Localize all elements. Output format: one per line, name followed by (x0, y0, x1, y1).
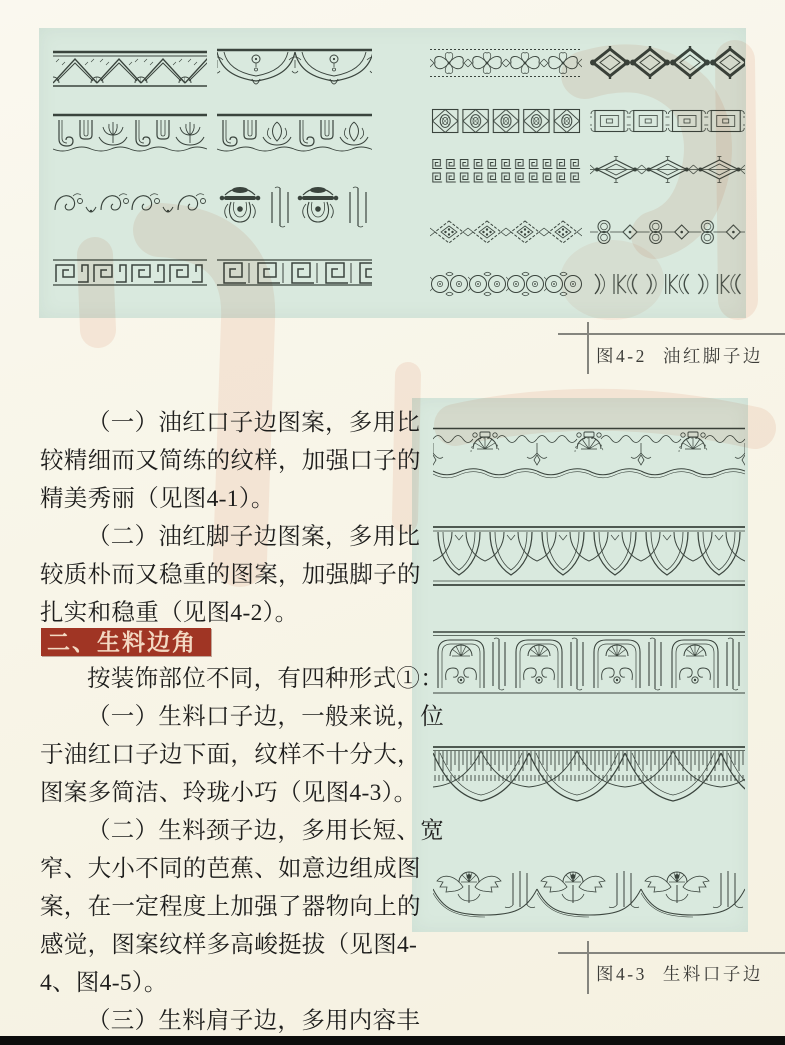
meander-spiral-band (217, 258, 372, 287)
body-line: 于油红口子边下面，纹样不十分大， (40, 742, 421, 768)
circle-chain-band (590, 217, 745, 247)
hook-scroll-flower-band (53, 113, 207, 153)
body-line: 扎实和稳重（见图4-2）。 (40, 600, 299, 626)
body-line: 案，在一定程度上加强了器物向上的 (40, 894, 421, 920)
bold-floral-finial-band (217, 183, 372, 228)
caption-rule-vertical (587, 941, 589, 994)
body-line: 窄、大小不同的芭蕉、如意边组成图 (40, 856, 421, 882)
meander-key-band (53, 258, 207, 287)
caption-rule-vertical (587, 322, 589, 374)
body-line: （二）油红脚子边图案，多用比 (87, 524, 421, 550)
body-line: 感觉，图案纹样多高峻挺拔（见图4- (40, 932, 418, 958)
figure-4-3-panel (412, 398, 748, 932)
body-line: 图案多简洁、玲珑小巧（见图4-3）。 (40, 780, 418, 806)
floral-sprig-band (433, 865, 745, 918)
pointed-petal-band (433, 525, 745, 587)
caption-rule-horizontal (558, 333, 785, 335)
body-line: （三）生料肩子边，多用内容丰 (87, 1008, 421, 1034)
section-header: 二、生料边角 (41, 628, 211, 656)
body-line: 精美秀丽（见图4-1）。 (40, 486, 275, 512)
body-line: （一）油红口子边图案，多用比 (87, 410, 421, 436)
body-line: 按装饰部位不同，有四种形式①： (87, 666, 444, 692)
double-spiral-row-band (430, 157, 582, 184)
scan-edge-bar (0, 1036, 785, 1045)
body-line: 较精细而又简练的纹样，加强口子的 (40, 448, 421, 474)
volute-fan-arch-band (433, 630, 745, 695)
body-line: （一）生料口子边，一般来说，位 (87, 704, 444, 730)
square-diamond-oval-band (430, 107, 582, 135)
dark-diamond-band (590, 46, 745, 79)
bracket-glyph-band (590, 271, 745, 297)
square-corner-curl-band (590, 107, 745, 135)
arch-pendant-band (217, 48, 372, 90)
body-line: 较质朴而又稳重的图案，加强脚子的 (40, 562, 421, 588)
figure-4-2-number: 图4-2 (596, 346, 647, 366)
zigzag-triangle-band (53, 50, 207, 88)
figure-4-3-number: 图4-3 (596, 964, 647, 984)
hook-scroll-leaf-band (217, 113, 372, 153)
diamond-lattice-dot-band (430, 218, 582, 246)
floral-cross-band (430, 48, 582, 78)
fringe-scallop-band (433, 745, 745, 807)
lace-rosette-band (433, 427, 745, 481)
figure-4-2-caption (596, 343, 763, 368)
cloud-scroll-band (53, 186, 207, 222)
figure-4-3-title: 生料口子边 (662, 964, 763, 984)
body-line: （二）生料颈子边，多用长短、宽 (87, 818, 444, 844)
figure-4-3-caption (596, 961, 763, 986)
figure-4-2-panel (39, 28, 746, 318)
figure-4-2-title: 油红脚子边 (662, 346, 763, 366)
body-text-column (40, 404, 444, 1040)
body-line: 4、图4-5）。 (40, 970, 168, 996)
linked-circle-leaf-band (430, 270, 582, 298)
caption-rule-horizontal (558, 952, 785, 954)
diamond-arrow-band (590, 155, 745, 184)
